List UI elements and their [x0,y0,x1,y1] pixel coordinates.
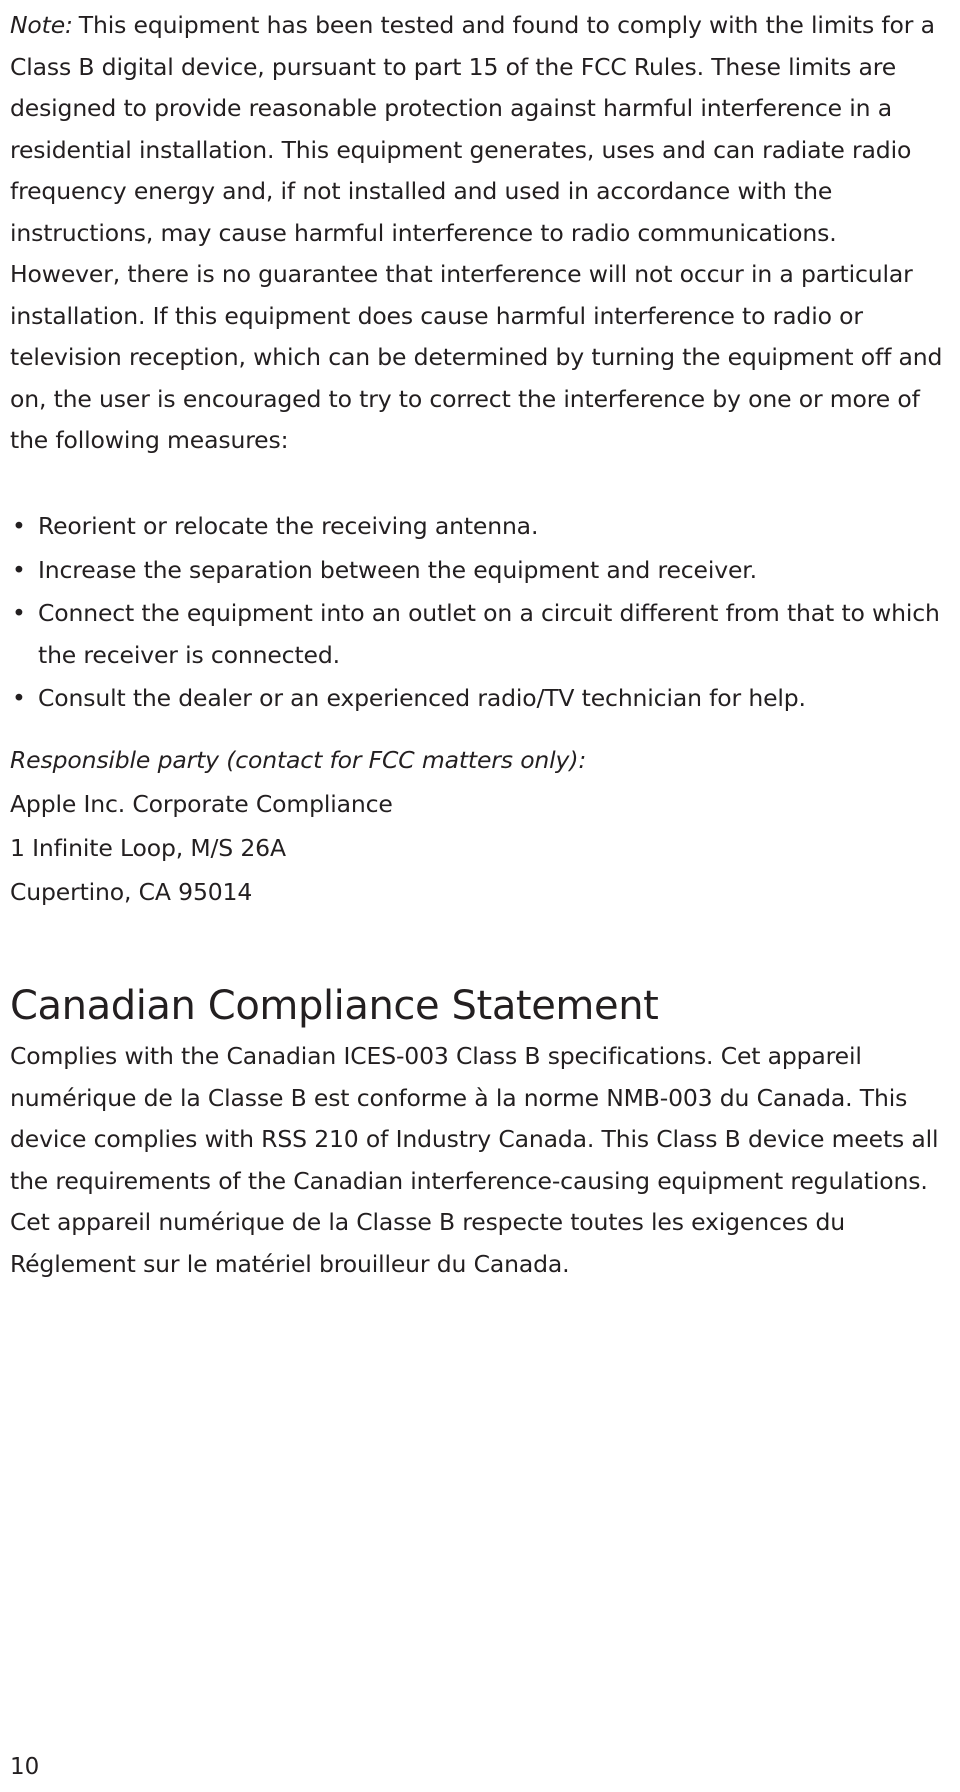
section-title: Canadian Compliance Statement [10,983,659,1029]
bullet-icon: • [12,555,26,584]
canadian-statement-paragraph: Complies with the Canadian ICES-003 Class B specifications. Cet appareil numérique de la Classe B est conforme à la norme NMB-003 du Canada. This device complies with RSS 210 of Industry Canada. This Class B device meets all the requirements of the Canadian interference-causing equipment regulations. Cet appareil numérique de la Classe B respecte toutes les exigences du Réglement sur le matériel brouilleur du Canada. [10,1042,939,1278]
bullet-icon: • [12,684,26,712]
list-item [10,678,950,720]
note-label: Note: [10,11,73,39]
list-item [10,550,950,592]
address-line: Apple Inc. Corporate Compliance [10,790,393,818]
responsible-party-heading: Responsible party (contact for FCC matters only): [10,746,587,774]
list-item [10,506,950,548]
bullet-icon: • [12,512,26,540]
bullet-icon: • [12,599,26,627]
address-line: 1 Infinite Loop, M/S 26A [10,834,286,862]
document-page [10,0,950,1792]
measures-list [10,506,950,722]
measure-text: Increase the separation between the equipment and receiver. [38,555,757,584]
measure-text: Reorient or relocate the receiving antenna. [38,512,539,540]
fcc-note-paragraph [10,5,950,462]
address-line: Cupertino, CA 95014 [10,878,253,906]
measure-text: Consult the dealer or an experienced radio/TV technician for help. [38,684,806,712]
measure-text: Connect the equipment into an outlet on a circuit different from that to which the receiver is connected. [38,599,940,669]
note-text: This equipment has been tested and found to comply with the limits for a Class B digital device, pursuant to part 15 of the FCC Rules. These limits are designed to provide reasonable protection against harmful interference in a residential installation. This equipment generates, uses and can radiate radio frequency energy and, if not installed and used in accordance with the instructions, may cause harmful interference to radio communications. However, there is no guarantee that interference will not occur in a particular installation. If this equipment does cause harmful interference to radio or television reception, which can be determined by turning the equipment off and on, the user is encouraged to try to correct the interference by one or more of the following measures: [10,11,943,454]
responsible-party-block [10,738,950,914]
page-number: 10 [10,1754,40,1780]
list-item [10,593,950,676]
